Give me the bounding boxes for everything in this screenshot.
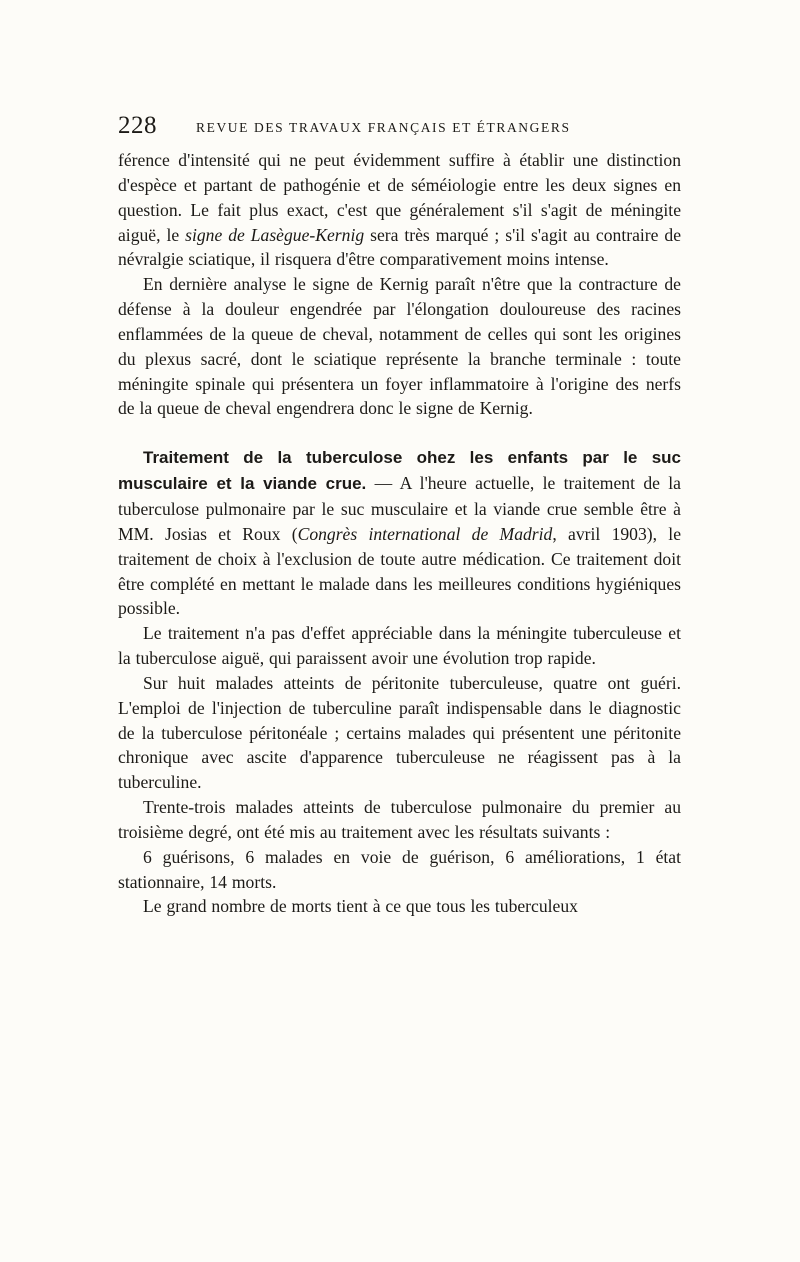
body-text bbox=[118, 148, 681, 919]
paragraph-pulmonary: Trente-trois malades atteints de tuberculose pulmonaire du premier au troisième degré, ont été mis au traitement avec les résultats suivants : bbox=[118, 797, 681, 842]
paragraph-kernig-comparison bbox=[118, 148, 681, 272]
italic-term: signe de Lasègue-Kernig bbox=[185, 224, 365, 245]
paragraph-text: — A l'heure actuelle, le traitement de la tuberculose pulmonaire par le suc musculaire et la viande crue semble être à MM. Josias et Roux ( bbox=[118, 473, 681, 544]
paragraph-text: sera très marqué ; s'il s'agit au contraire de névralgie sciatique, il risquera d'être comparativement moins intense. bbox=[118, 224, 682, 270]
paragraph-text: férence d'intensité qui ne peut évidemment suffire à établir une distinction d'espèce et partant de pathogénie et de séméiologie entre les deux signes en question. Le fait plus exact, c'est que généralement s'il s'agit de méningite aiguë, le bbox=[118, 150, 681, 245]
paragraph-meningitis: Le traitement n'a pas d'effet appréciable dans la méningite tuberculeuse et la tuberculose aiguë, qui paraissent avoir une évolution trop rapide. bbox=[118, 623, 681, 669]
paragraph-deaths: Le grand nombre de morts tient à ce que tous les tuberculeux bbox=[143, 896, 578, 917]
paragraph-kernig-analysis: En dernière analyse le signe de Kernig paraît n'être que la contracture de défense à la douleur engendrée par l'élongation douloureuse des racines enflammées de la queue de cheval, notamment de celles qui sont les origines du plexus sacré, dont le sciatique représente la branche terminale : toute méningite spinale qui présentera un foyer inflammatoire à l'origine des nerfs de la queue de cheval engendrera donc le signe de Kernig. bbox=[118, 274, 681, 419]
italic-citation: Congrès international de Madrid bbox=[297, 523, 553, 544]
running-title: REVUE DES TRAVAUX FRANÇAIS ET ÉTRANGERS bbox=[196, 120, 571, 135]
page-header bbox=[118, 112, 688, 142]
paragraph-text: , avril 1903), le traitement de choix à l'exclusion de toute autre médication. Ce traitement doit être complété en mettant le malade dans les meilleures conditions hygiéniques possible. bbox=[118, 523, 681, 619]
paragraph-treatment-section bbox=[118, 445, 681, 621]
paragraph-peritonitis: Sur huit malades atteints de péritonite tuberculeuse, quatre ont guéri. L'emploi de l'injection de tuberculine paraît indispensable dans le diagnostic de la tuberculose péritonéale ; certains malades qui présentent une péritonite chronique avec ascite d'apparence tuberculeuse ne réagissent pas à la tuberculine. bbox=[118, 672, 681, 793]
page-number: 228 bbox=[118, 112, 157, 139]
section-title: Traitement de la tuberculose ohez les enfants par le suc musculaire et la viande crue. bbox=[118, 448, 681, 494]
paragraph-results: 6 guérisons, 6 malades en voie de guérison, 6 améliorations, 1 état stationnaire, 14 morts. bbox=[118, 846, 681, 892]
